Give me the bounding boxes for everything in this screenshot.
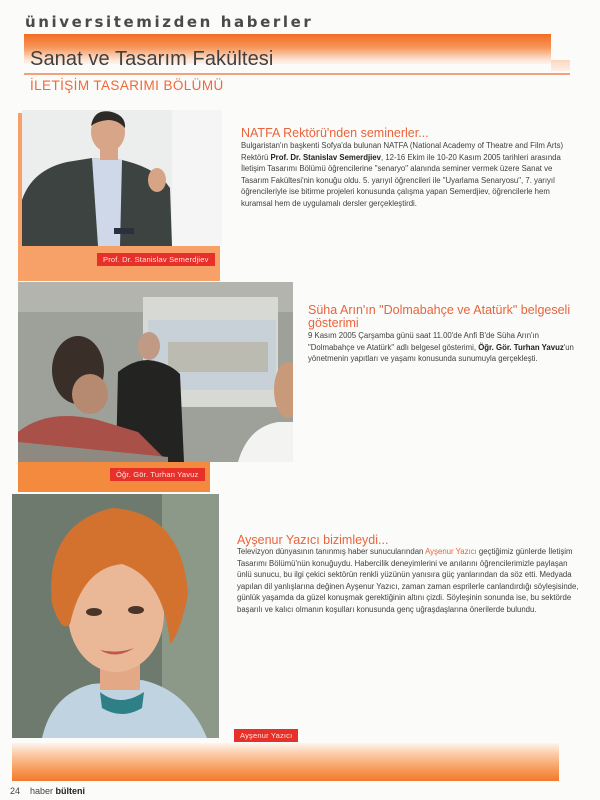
faculty-title: Sanat ve Tasarım Fakültesi	[30, 48, 274, 70]
article-1-text-cont: , 12-16 Ekim ile 10-20 Kasım 2005 tarihleri arasında İletişim Tasarımı Bölümü öğrencilerine "senaryo" alanında seminer vermek üzere Sanat ve Tasarım Fakültesi'nin konuğu oldu. 5. yarıyıl öğrencileri ile "Uyarlama Senaryosu", 7. yarıyıl öğrencileriyle ise bitirme projeleri konusunda çalışma yapan Semerdjiev, öğrencilerle hem kuramsal hem de uygulamalı dersler gerçekleştirdi.	[241, 152, 561, 208]
article-3-photo	[12, 494, 219, 738]
article-3-caption: Ayşenur Yazıcı	[234, 729, 298, 742]
article-2-caption: Öğr. Gör. Turhan Yavuz	[110, 468, 205, 481]
publication-name-bold: bülteni	[55, 786, 86, 796]
article-3-text-cont: geçtiğimiz günlerde İletişim Tasarımı Bölümü'nün konuğuydu. Habercilik deneyimlerini ve anılarını öğrencilerimizle paylaşan ünlü sunucu, bu ilgi çekici sektörün renkli yüzünün yanısıra güç yanlarından da söz etti. Medyada yapılan dil yanlışlarına değinen Ayşenur Yazıcı, zaman zaman esprilerle canlandırdığı söyleşisinde, günlük yaşamda da güzel konuşmak gerektiğinin altını çizdi. Söyleşinin sonunda ise, bu sektörde başarılı ve kalıcı olmanın koşulları konusunda genç uğraşdaşlarına önerilerde bulundu.	[237, 547, 579, 614]
header-band-tail	[551, 60, 570, 71]
article-3-text: Televizyon dünyasının tanınmış haber sunucularından	[237, 547, 426, 556]
article-2-title: Süha Arın'ın "Dolmabahçe ve Atatürk" belgeseli gösterimi	[308, 303, 571, 330]
article-1-caption: Prof. Dr. Stanislav Semerdjiev	[97, 253, 215, 266]
publication-name-regular: haber	[30, 786, 56, 796]
article-3-body	[237, 546, 582, 616]
article-2-text: 9 Kasım 2005 Çarşamba günü saat 11.00'de Anfi B'de Süha Arın'ın "Dolmabahçe ve Atatürk" adlı belgesel gösterimi,	[308, 331, 540, 352]
article-1-text: Bulgaristan'ın başkenti Sofya'da bulunan NATFA (National Academy of Theatre and Film Arts) Rektörü	[241, 141, 564, 162]
presentation-photo-icon	[18, 282, 293, 462]
lecturer-photo-icon	[22, 110, 222, 246]
publication-name	[30, 786, 85, 796]
footer-gradient-band	[12, 743, 559, 781]
section-kicker: üniversitemizden haberler	[25, 13, 314, 31]
presenter-portrait-icon	[12, 494, 219, 738]
article-2-photo	[18, 282, 293, 462]
article-2-body	[308, 330, 578, 365]
article-1-body	[241, 140, 571, 210]
article-1-bold-name: Prof. Dr. Stanislav Semerdjiev	[270, 152, 381, 162]
article-1-title: NATFA Rektörü'nden seminerler...	[241, 126, 429, 140]
article-3-title: Ayşenur Yazıcı bizimleydi...	[237, 533, 389, 547]
department-title: İLETİŞİM TASARIMI BÖLÜMÜ	[30, 78, 224, 93]
article-2-text-cont: 'un yönetmenin yapıtları ve yaşamı konusunda sunumuyla gerçekleşti.	[308, 342, 574, 364]
article-3-highlight-name: Ayşenur Yazıcı	[425, 547, 477, 556]
article-2-bold-name: Öğr. Gör. Turhan Yavuz	[478, 342, 564, 352]
page-number: 24	[10, 786, 21, 796]
article-1-photo	[22, 110, 222, 246]
header-rule	[24, 73, 570, 75]
